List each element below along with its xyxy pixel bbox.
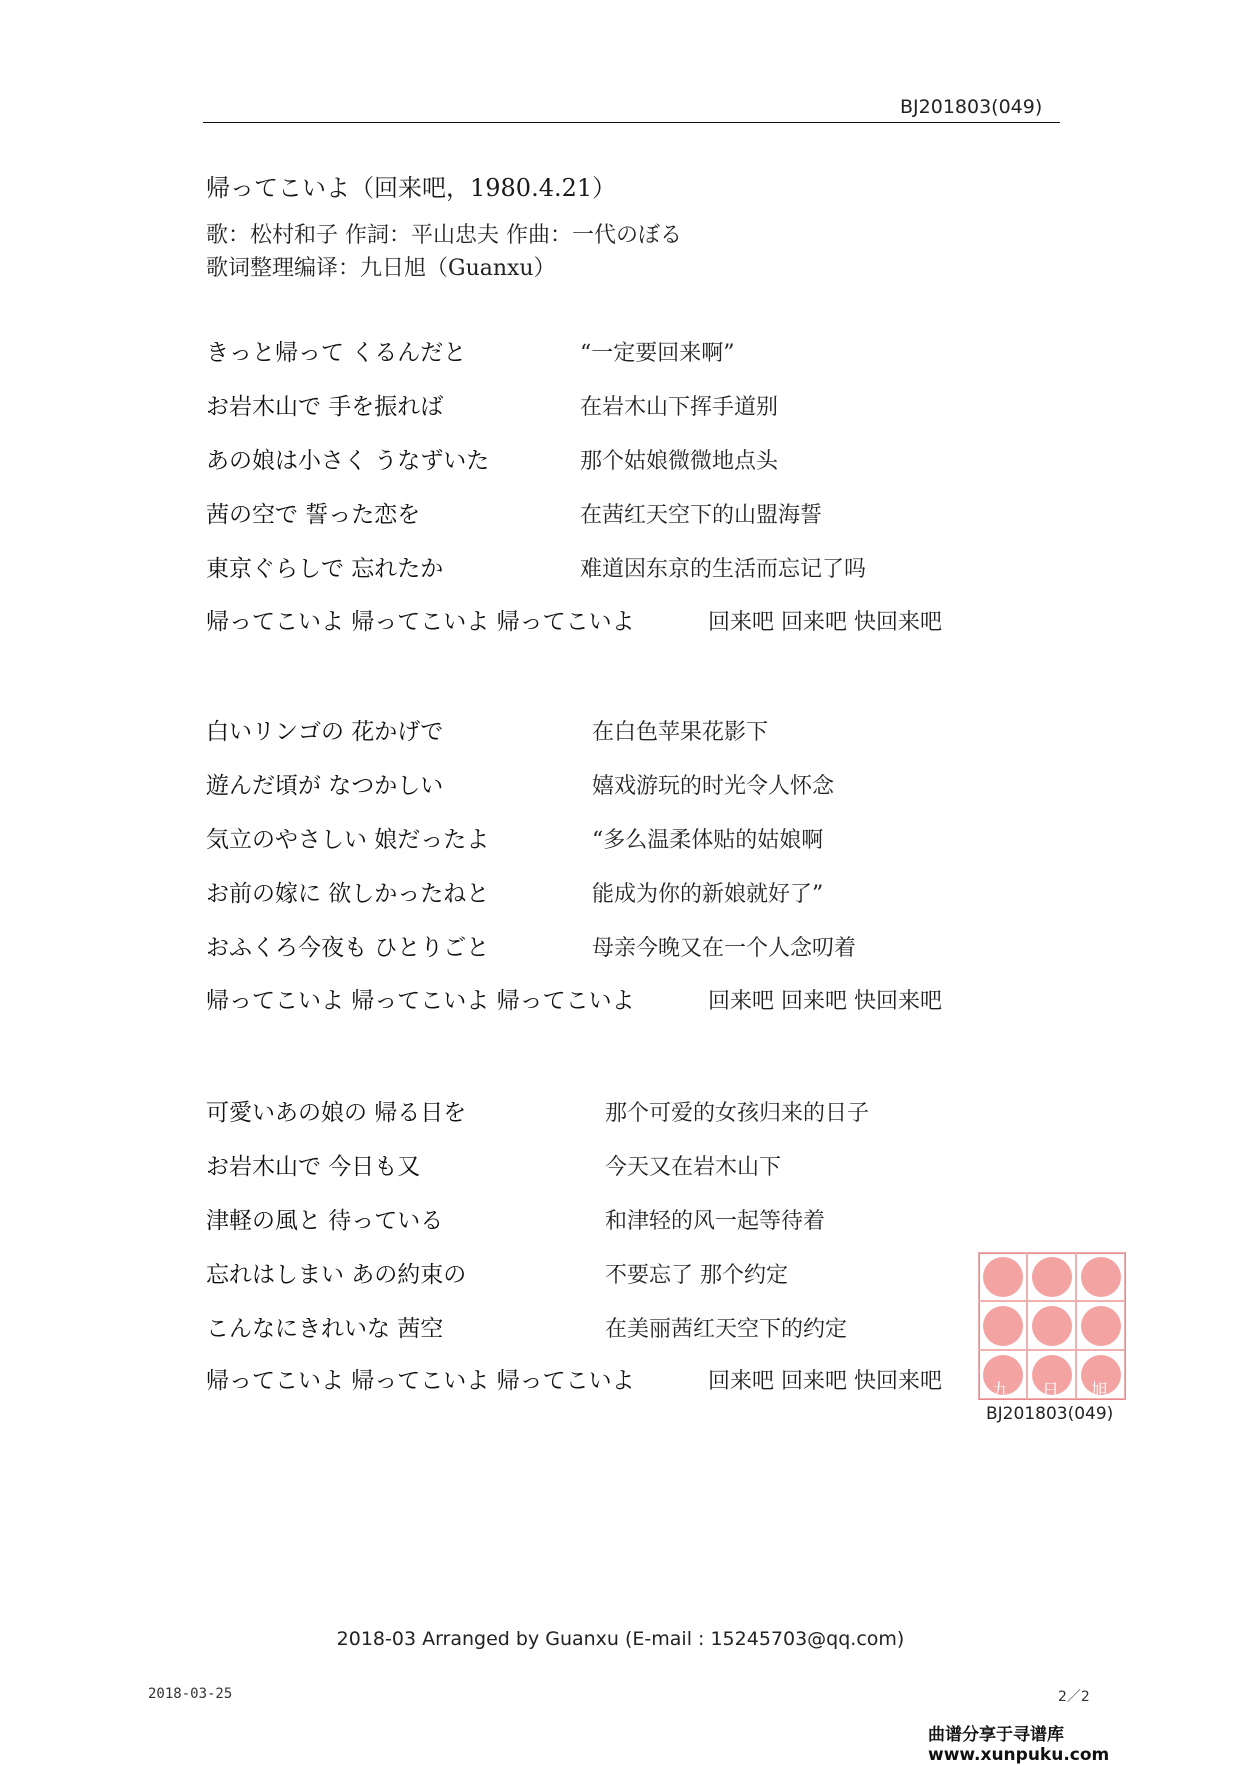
verse2-line1-zh: 在白色苹果花影下 [592, 720, 769, 745]
page-number: 2／2 [1058, 1689, 1090, 1705]
verse3-line4-zh: 不要忘了 那个约定 [605, 1263, 788, 1288]
verse3-line2-ja: お岩木山で 今日も又 [206, 1154, 421, 1180]
verse3-line1-zh: 那个可爱的女孩归来的日子 [605, 1101, 870, 1126]
stamp-char: 九 [992, 1381, 1009, 1401]
verse1-line1-ja: きっと帰って くるんだと [206, 340, 467, 366]
verse1-line5-zh: 难道因东京的生活而忘记了吗 [580, 557, 867, 582]
author-seal-stamp [978, 1252, 1126, 1400]
verse3-line3-ja: 津軽の風と 待っている [206, 1208, 444, 1234]
verse2-refrain-ja: 帰ってこいよ 帰ってこいよ 帰ってこいよ [206, 988, 635, 1014]
verse1-line4-ja: 茜の空で 誓った恋を [206, 502, 421, 528]
verse3-refrain-zh: 回来吧 回来吧 快回来吧 [708, 1369, 942, 1394]
verse1-line2-zh: 在岩木山下挥手道别 [580, 395, 779, 420]
verse3-line1-ja: 可愛いあの娘の 帰る日を [206, 1100, 467, 1126]
stamp-dot [1032, 1257, 1072, 1297]
verse3-line3-zh: 和津轻的风一起等待着 [605, 1209, 826, 1234]
verse3-line5-zh: 在美丽茜红天空下的约定 [605, 1317, 848, 1342]
verse1-line5-ja: 東京ぐらしで 忘れたか [206, 556, 444, 582]
verse3-line2-zh: 今天又在岩木山下 [605, 1155, 782, 1180]
stamp-code: BJ201803(049) [986, 1404, 1114, 1424]
document-code: BJ201803(049) [900, 96, 1043, 118]
verse2-line2-ja: 遊んだ頃が なつかしい [206, 773, 444, 799]
verse1-line2-ja: お岩木山で 手を振れば [206, 394, 444, 420]
footer-date: 2018-03-25 [148, 1686, 233, 1702]
stamp-dot [1081, 1306, 1121, 1346]
credits-line: 歌：松村和子 作詞：平山忠夫 作曲：一代のぼる [206, 223, 682, 248]
verse2-line4-zh: 能成为你的新娘就好了” [592, 882, 824, 907]
arranged-by-footer: 2018-03 Arranged by Guanxu (E-mail : 15245703@qq.com) [336, 1628, 905, 1650]
song-title: 帰ってこいよ（回来吧，1980.4.21） [206, 174, 617, 202]
verse3-line5-ja: こんなにきれいな 茜空 [206, 1316, 444, 1342]
verse2-refrain-zh: 回来吧 回来吧 快回来吧 [708, 989, 942, 1014]
verse2-line2-zh: 嬉戏游玩的时光令人怀念 [592, 774, 835, 799]
stamp-char: 日 [1042, 1381, 1059, 1401]
editor-line: 歌词整理编译：九日旭（Guanxu） [206, 256, 556, 281]
verse2-line5-ja: おふくろ今夜も ひとりごと [206, 935, 490, 961]
stamp-dot [983, 1306, 1023, 1346]
site-watermark: 曲谱分享于寻谱库 www.xunpuku.com [928, 1725, 1110, 1765]
verse3-refrain-ja: 帰ってこいよ 帰ってこいよ 帰ってこいよ [206, 1368, 635, 1394]
verse2-line1-ja: 白いリンゴの 花かげで [206, 719, 444, 745]
verse1-refrain-zh: 回来吧 回来吧 快回来吧 [708, 610, 942, 635]
verse1-refrain-ja: 帰ってこいよ 帰ってこいよ 帰ってこいよ [206, 609, 635, 635]
verse2-line5-zh: 母亲今晚又在一个人念叨着 [592, 936, 857, 961]
stamp-dot [1081, 1257, 1121, 1297]
verse2-line3-ja: 気立のやさしい 娘だったよ [206, 827, 490, 853]
verse1-line1-zh: “一定要回来啊” [580, 341, 735, 366]
verse1-line3-ja: あの娘は小さく うなずいた [206, 448, 490, 474]
verse2-line4-ja: お前の嫁に 欲しかったねと [206, 881, 490, 907]
stamp-dot [983, 1257, 1023, 1297]
verse3-line4-ja: 忘れはしまい あの約束の [206, 1262, 467, 1288]
verse2-line3-zh: “多么温柔体贴的姑娘啊 [592, 828, 824, 853]
stamp-dot [1032, 1306, 1072, 1346]
verse1-line4-zh: 在茜红天空下的山盟海誓 [580, 503, 823, 528]
header-rule [203, 122, 1060, 123]
stamp-char: 旭 [1091, 1381, 1108, 1401]
verse1-line3-zh: 那个姑娘微微地点头 [580, 449, 779, 474]
